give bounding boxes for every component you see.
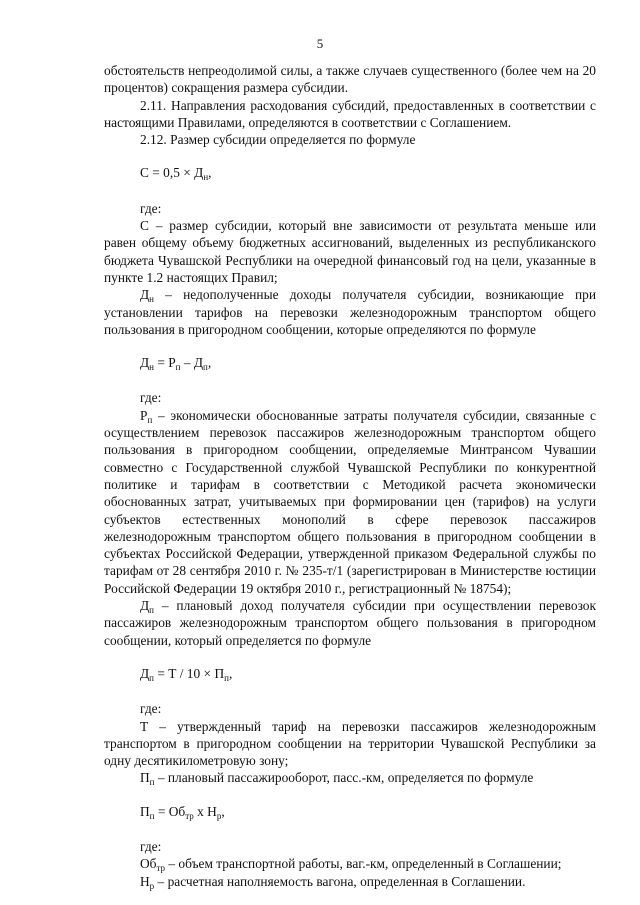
paragraph-2-11: 2.11. Направления расходования субсидий, предоставленных в соответствии с настоящими Правилами, определяются в соответствии с Соглашением. xyxy=(104,97,596,130)
paragraph-2-12: 2.12. Размер субсидии определяется по формуле xyxy=(140,132,416,148)
formula-dn: $Д_н = Р_п - Д_п$, xyxy=(140,355,212,373)
where-label: где: xyxy=(140,701,162,717)
formula-dp: $Д_п = Т / 10 \times П_п$, xyxy=(140,665,233,683)
definition-t: Т – утвержденный тариф на перевозки пассажиров железнодорожным транспортом в пригородном сообщении на территории Чувашской Республики за одну десятикилометровую зону; xyxy=(104,718,596,769)
definition-rp: $Р_п$ – экономически обоснованные затраты получателя субсидии, связанные с осуществлением перевозок пассажиров железнодорожным транспортом общего пользования в пригородном сообщении, определяемые Минтрансом Чувашии совместно с Государственной службой Чувашской Республики по конкурентной политике и тарифам в соответствии с Методикой расчета экономически обоснованных затрат, учитываемых при формировании цен (тарифов) на услуги субъектов естественных монополий в сфере перевозок пассажиров железнодорожным транспортом общего пользования в пригородном сообщении в субъектах Российской Федерации, утвержденной приказом Федеральной службы по тарифам от 28 сентября 2010 г. № 235-т/1 (зарегистрирован в Министерстве юстиции Российской Федерации 19 октября 2010 г., регистрационный № 18754); xyxy=(104,407,596,596)
definition-obtr: $Об_{тр}$ – объем транспортной работы, ваг.-км, определенный в Соглашении; xyxy=(140,856,562,874)
where-label: где: xyxy=(140,200,162,216)
formula-subsidy: $С = 0,5 \times Д_н$, xyxy=(140,165,212,183)
where-label: где: xyxy=(140,390,162,406)
definition-nr: $Н_р$ – расчетная наполняемость вагона, определенная в Соглашении. xyxy=(140,873,526,891)
document-body xyxy=(104,62,596,890)
formula-pp: $П_п = Об_{тр}$ х $Н_р$, xyxy=(140,803,225,821)
definition-pp: $П_п$ – плановый пассажирооборот, пасс.-км, определяется по формуле xyxy=(140,770,534,788)
paragraph-continuation: обстоятельств непреодолимой силы, а также случаев существенного (более чем на 20 процентов) сокращения размера субсидии. xyxy=(104,63,596,96)
where-label: где: xyxy=(140,838,162,854)
definition-dp: $Д_п$ – плановый доход получателя субсидии при осуществлении перевозок пассажиров железнодорожным транспортом общего пользования в пригородном сообщении, который определяется по формуле xyxy=(104,598,596,648)
page-number: 5 xyxy=(316,36,324,51)
definition-dn: $Д_н$ – недополученные доходы получателя субсидии, возникающие при установлении тарифов на перевозки железнодорожным транспортом общего пользования в пригородном сообщении, которые определяются по формуле xyxy=(104,287,596,337)
definition-c: С – размер субсидии, который вне зависимости от результата меньше или равен общему объему бюджетных ассигнований, выделенных из республиканского бюджета Чувашской Республики на очередной финансовый год на цели, указанные в пункте 1.2 настоящих Правил; xyxy=(104,218,596,285)
